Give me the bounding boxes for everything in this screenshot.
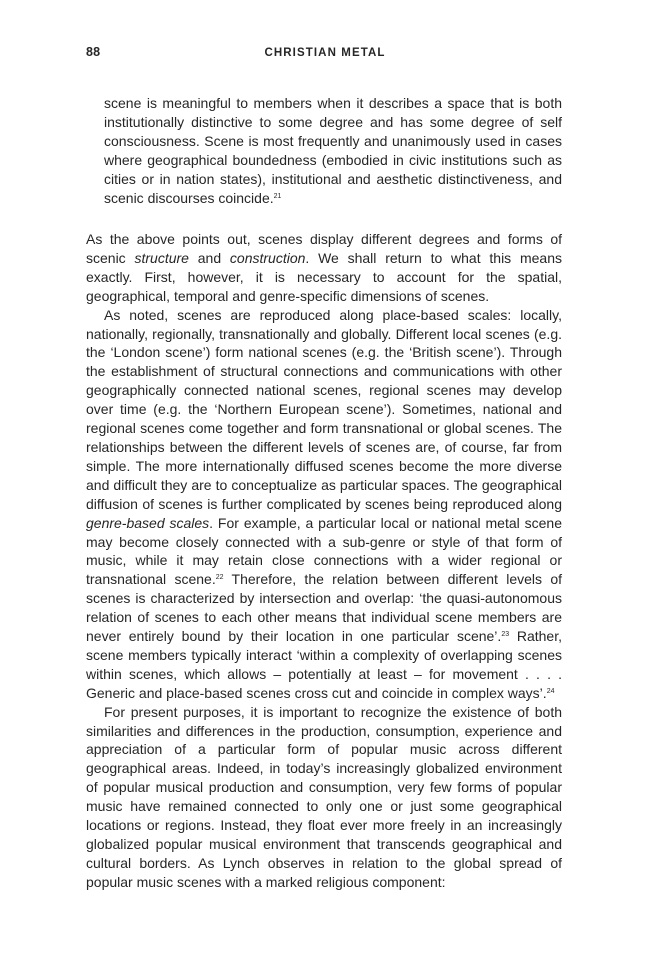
footnote-ref-23: 23: [501, 631, 510, 639]
paragraph-2-text-a: As noted, scenes are reproduced along place-based scales: locally, nationally, regionally, transnationally and globally. Different local scenes (e.g. the ‘London scene’) form national scenes (e.g. the ‘British scene’). Through the establishment of structural connections and communications with other geographically connected national scenes, regional scenes may develop over time (e.g. the ‘Northern European scene’). Sometimes, national and regional scenes come together and form transnational or global scenes. The relationships between the different levels of scenes are, of course, far from simple. The more internationally diffused scenes become the more diverse and difficult they are to conceptualize as particular spaces. The geographical diffusion of scenes is further complicated by scenes being reproduced along: [86, 306, 562, 512]
paragraph-1-text-and: and: [188, 249, 230, 266]
footnote-ref-22: 22: [215, 574, 224, 582]
term-genre-based-scales: genre-based scales: [86, 514, 210, 531]
block-quote-paragraph: [104, 94, 562, 207]
term-structure: structure: [134, 249, 189, 266]
paragraph-3-text: For present purposes, it is important to recognize the existence of both similarities and differences in the production, consumption, experience and appreciation of a particular form of popular music across different geographical areas. Indeed, in today’s increasingly globalized environment of popular musical production and consumption, very few forms of popular music have remained connected to only one or just some geographical locations or regions. Instead, they float ever more freely in an increasingly globalized popular musical environment that transcends geographical and cultural borders. As Lynch observes in relation to the global spread of popular music scenes with a marked religious component:: [86, 703, 562, 890]
paragraph-2-text-c: Therefore, the relation between different levels of scenes is characterized by intersection and overlap: ‘the quasi-autonomous relation of scenes to each other means that individual scene members are never entirely bound by their location in one particular scene’.: [86, 571, 563, 645]
paragraph-1-text-b: . We shall return to what this means exactly. First, however, it is necessary to account for the spatial, geographical, temporal and genre-specific dimensions of scenes.: [86, 249, 562, 304]
block-quote: [104, 94, 562, 207]
paragraph-2: [86, 306, 562, 703]
page-number: 88: [86, 45, 101, 59]
block-quote-text: scene is meaningful to members when it describes a space that is both institutionally distinctive to some degree and has some degree of self consciousness. Scene is most frequently and unanimously used in cases where geographical boundedness (embodied in civic institutions such as cities or in nation states), institutional and aesthetic distinctiveness, and scenic discourses coincide.: [104, 95, 562, 206]
footnote-ref-21: 21: [273, 192, 282, 200]
running-head: CHRISTIAN METAL: [264, 47, 386, 59]
paragraph-1-text-a: As the above points out, scenes display different degrees and forms of scenic: [86, 231, 562, 266]
body-text: [86, 230, 562, 892]
paragraph-2-text-b: . For example, a particular local or national metal scene may become closely connected with a sub-genre or style of that form of music, while it may retain close connections with a wider regional or transnational scene.: [86, 514, 562, 588]
paragraph-1: [86, 230, 562, 306]
paragraph-3: [86, 703, 562, 892]
paragraph-2-text-d: Rather, scene members typically interact ‘within a complexity of overlapping scenes within scenes, which allows – potentially at least – for movement . . . . Generic and place-based scenes cross cut and coincide in complex ways’.: [86, 628, 562, 701]
footnote-ref-24: 24: [546, 687, 555, 695]
term-construction: construction: [229, 249, 306, 266]
